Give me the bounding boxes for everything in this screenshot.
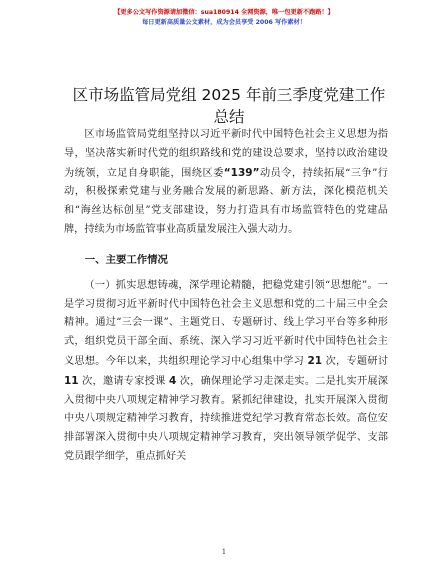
lecture-count: 4 (168, 374, 177, 387)
work-text-2: 次，专题研讨 (322, 355, 388, 367)
work-paragraph (64, 277, 388, 467)
work-text-3: 次，邀请专家授课 (78, 375, 169, 387)
study-count: 21 (307, 354, 323, 367)
seminar-count: 11 (64, 374, 79, 387)
document-title: 区市场监管局党组 2025 年前三季度党建工作总结 (72, 86, 386, 126)
intro-text-2: 动员令，持续拓展“三争”行动，积极探索党建与业务融合发展的新思路、新方法，深化模范机关和“海丝达标创星”党支部建设，努力打造具有市场监管特色的党建品牌，持续为市场监管事业高质量发展注入强大动力。 (64, 167, 388, 235)
promo-line-red: 【更多公文写作资源请加微信：sua180914 全网资源，唯一包更新不跑路！】 (114, 9, 334, 16)
promo-banner (0, 8, 448, 27)
intro-text-1: 区市场监管局党组坚持以习近平新时代中国特色社会主义思想为指导，坚决落实新时代党的组织路线和党的建设总要求，坚持以政治建设为统领，立足自身职能，围绕区委 (64, 129, 388, 179)
intro-quote: “139” (223, 166, 260, 179)
promo-line-blue: 每日更新高质量公文素材，成为会员享受 2006 写作素材！ (142, 18, 306, 26)
work-text-1: （一）抓实思想铸魂，深学理论精髓，把稳党建引领“思想舵”。一是学习贯彻习近平新时代中国特色社会主义思想和党的二十届三中全会精神。通过“三会一课”、主题党日、专题研讨、线上学习平台等多种形式，组织党员干部全面、系统、深入学习习近平新时代中国特色社会主义思想。今年以来，共组织理论学习中心组集中学习 (64, 279, 388, 367)
intro-paragraph (64, 126, 388, 240)
document-body (64, 126, 388, 467)
work-text-4: 次，确保理论学习走深走实。二是扎实开展深入贯彻中央八项规定精神学习教育。紧抓纪律建设，扎实开展深入贯彻中央八项规定精神学习教育，持续推进党纪学习教育常态长效。高位安排部署深入贯彻中央八项规定精神学习教育，突出领导领学促学、支部党员跟学细学，重点抓好关 (64, 375, 388, 462)
page-number: 1 (221, 548, 227, 556)
section-heading: 一、主要工作情况 (84, 253, 168, 266)
